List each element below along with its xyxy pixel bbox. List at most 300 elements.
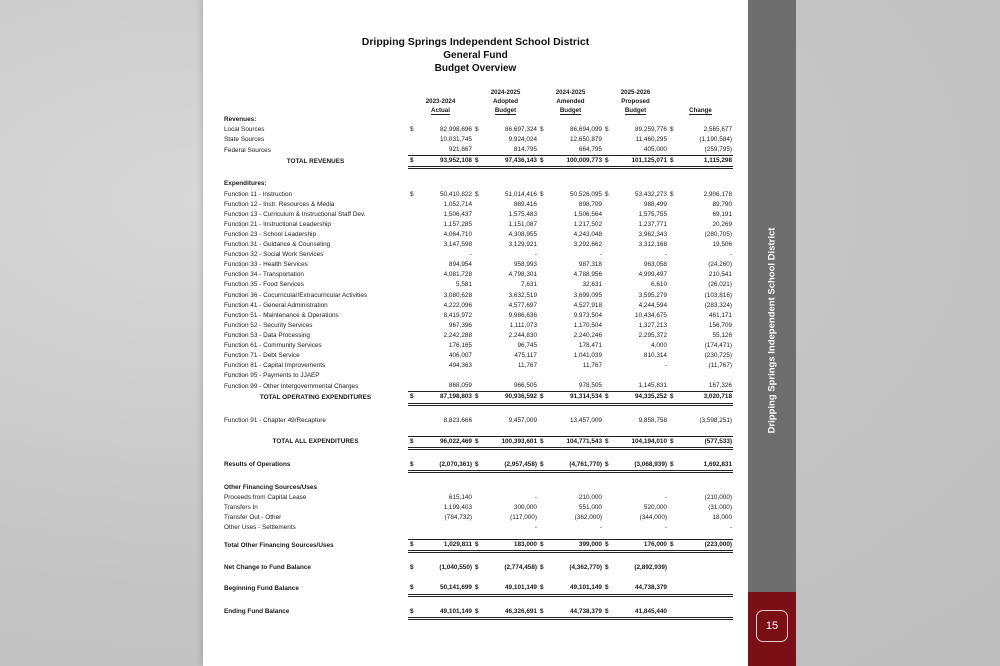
cell-value: $ (2,774,458) <box>473 563 538 573</box>
cell-value: $ 50,141,699 <box>408 583 473 595</box>
cell-value: $ 49,101,149 <box>473 583 538 595</box>
cell-value: 11,767 <box>517 362 537 370</box>
page-number: 15 <box>756 610 788 642</box>
table-row <box>223 321 733 331</box>
dollar-sign: $ <box>605 607 609 615</box>
cell-value: 55,126 <box>712 331 732 339</box>
row-label: Function 21 - Instructional Leadership <box>224 220 331 228</box>
cell-value: 978,505 <box>538 381 603 392</box>
table-row <box>223 503 733 513</box>
table-row <box>223 513 733 523</box>
district-title: Dripping Springs Independent School District <box>361 36 590 48</box>
cell-value: $ 49,101,149 <box>538 583 603 595</box>
cell-value: 4,308,955 <box>508 230 537 238</box>
cell-value: 4,788,956 <box>573 271 602 279</box>
cell-value: $ (1,040,550) <box>408 563 473 573</box>
cell-value: $ (223,000) <box>668 540 733 552</box>
cell-value: $ 1,692,831 <box>668 460 733 472</box>
cell-value: 11,767 <box>582 362 602 370</box>
row-label: Function 32 - Social Work Services <box>224 251 324 259</box>
cell-value: (117,000) <box>510 514 537 522</box>
row-label: Function 91 - Chapter 49/Recapture <box>224 416 326 424</box>
cell-value: 1,575,755 <box>638 210 667 218</box>
cell-value: 4,243,048 <box>573 230 602 238</box>
row-label: Function 52 - Security Services <box>224 321 313 329</box>
cell-value: $ (3,068,939) <box>603 460 668 472</box>
cell-value: 958,993 <box>513 261 537 269</box>
cell-value: $ 87,198,803 <box>408 392 473 404</box>
cell-value: 6,610 <box>651 281 667 289</box>
dollar-sign: $ <box>410 190 414 198</box>
column-header: Budget <box>494 107 517 114</box>
dollar-sign: $ <box>410 564 414 572</box>
dollar-sign: $ <box>475 541 479 549</box>
row-label: Ending Fund Balance <box>224 608 290 616</box>
cell-value: - <box>534 493 537 501</box>
row-label: Function 34 - Transportation <box>224 271 304 279</box>
cell-value: 2,242,288 <box>443 331 472 339</box>
cell-value: 461,171 <box>708 311 732 319</box>
cell-value: 987,318 <box>578 261 602 269</box>
cell-value: (344,000) <box>639 514 667 522</box>
recapture-row <box>223 416 733 426</box>
cell-value: 1,052,714 <box>443 200 472 208</box>
cell-value: (210,000) <box>704 493 732 501</box>
cell-value: (280,705) <box>704 230 732 238</box>
row-label: Other Uses - Settlements <box>224 524 296 532</box>
column-header: Proposed <box>621 98 650 105</box>
dollar-sign: $ <box>540 607 544 615</box>
dollar-sign: $ <box>605 126 609 134</box>
table-row <box>223 270 733 280</box>
cell-value: 1,041,039 <box>573 352 602 360</box>
cell-value: $ (2,892,939) <box>603 563 668 573</box>
row-label: TOTAL REVENUES <box>286 157 345 165</box>
cell-value: $ 96,022,469 <box>408 436 473 448</box>
sidebar-district-name: Dripping Springs Independent School District <box>766 227 778 433</box>
column-header: Actual <box>431 107 450 114</box>
cell-value: (26,021) <box>708 281 732 289</box>
cell-value: 475,117 <box>514 352 537 360</box>
total-operating-row <box>223 392 733 404</box>
cell-value: $ 51,014,416 <box>473 190 538 200</box>
cell-value: - <box>599 251 602 259</box>
row-label: Federal Sources <box>224 146 271 154</box>
cell-value: $ 97,436,143 <box>473 156 538 168</box>
net-change-row <box>223 563 733 573</box>
cell-value: (11,767) <box>708 362 732 370</box>
row-label: Beginning Fund Balance <box>224 585 299 593</box>
ending-balance-row <box>223 607 733 619</box>
cell-value: $ 100,009,773 <box>538 156 603 168</box>
cell-value: 11,460,295 <box>635 136 667 144</box>
cell-value: $ 41,845,440 <box>603 607 668 619</box>
cell-value: 20,269 <box>712 220 732 228</box>
cell-value: $ 86,697,324 <box>473 125 538 135</box>
cell-value: $ 50,410,822 <box>408 190 473 200</box>
dollar-sign: $ <box>540 393 544 401</box>
cell-value: 2,244,830 <box>508 331 537 339</box>
column-header: 2024-2025 <box>555 89 586 96</box>
table-row <box>223 125 733 135</box>
cell-value: 3,147,598 <box>443 241 472 249</box>
row-label: Results of Operations <box>224 461 291 469</box>
results-row <box>223 460 733 472</box>
row-label: Function 23 - School Leadership <box>224 230 317 238</box>
cell-value: 494,363 <box>448 362 472 370</box>
cell-value: 10,434,675 <box>635 311 667 319</box>
row-label: Function 95 - Payments to JJAEP <box>224 372 320 380</box>
cell-value: $ 44,738,379 <box>603 583 668 595</box>
row-label: Local Sources <box>224 126 265 134</box>
cell-value: 405,000 <box>603 145 668 156</box>
cell-value: 3,595,279 <box>638 291 667 299</box>
table-row <box>223 210 733 220</box>
row-label: Function 11 - Instruction <box>224 190 293 198</box>
table-row <box>223 190 733 200</box>
cell-value: - <box>599 524 602 532</box>
cell-value: 96,745 <box>517 341 537 349</box>
cell-value: 988,499 <box>643 200 667 208</box>
dollar-sign: $ <box>670 393 674 401</box>
cell-value: 89,790 <box>712 200 732 208</box>
cell-value: 9,858,758 <box>638 416 667 424</box>
dollar-sign: $ <box>605 460 609 468</box>
cell-value <box>668 607 733 619</box>
cell-value: (103,816) <box>704 291 732 299</box>
dollar-sign: $ <box>475 393 479 401</box>
cell-value: 889,416 <box>513 200 537 208</box>
row-label: Total Other Financing Sources/Uses <box>224 541 334 549</box>
cell-value: 3,292,662 <box>573 241 602 249</box>
row-label: Function 33 - Health Services <box>224 261 308 269</box>
cell-value: 4,000 <box>651 341 667 349</box>
dollar-sign: $ <box>410 126 414 134</box>
cell-value: - <box>664 251 667 259</box>
cell-value: 2,295,372 <box>638 331 667 339</box>
cell-value: $ 93,952,108 <box>408 156 473 168</box>
row-label: Function 12 - Instr. Resources & Media <box>224 200 335 208</box>
cell-value: (3,598,251) <box>699 416 732 424</box>
cell-value: $ 90,936,592 <box>473 392 538 404</box>
cell-value: 156,709 <box>708 321 732 329</box>
total-revenues-row <box>223 156 733 168</box>
dollar-sign: $ <box>670 190 674 198</box>
cell-value: 1,217,502 <box>573 220 602 228</box>
dollar-sign: $ <box>670 157 674 165</box>
cell-value <box>668 583 733 595</box>
cell-value: 178,471 <box>578 341 602 349</box>
dollar-sign: $ <box>475 460 479 468</box>
column-header: 2024-2025 <box>490 89 521 96</box>
dollar-sign: $ <box>540 541 544 549</box>
table-row <box>223 145 733 156</box>
table-row <box>223 341 733 351</box>
dollar-sign: $ <box>540 190 544 198</box>
dollar-sign: $ <box>540 157 544 165</box>
table-row <box>223 135 733 145</box>
cell-value: 18,000 <box>712 514 732 522</box>
cell-value: 967,396 <box>448 321 472 329</box>
table-row <box>223 361 733 371</box>
cell-value: (31,000) <box>708 504 732 511</box>
dollar-sign: $ <box>670 126 674 134</box>
dollar-sign: $ <box>475 584 479 592</box>
cell-value: - <box>534 251 537 259</box>
cell-value: (230,725) <box>704 352 732 360</box>
cell-value: 1,506,437 <box>443 210 472 218</box>
cell-value: 664,795 <box>538 145 603 156</box>
table-row <box>223 200 733 210</box>
cell-value: 3,080,628 <box>443 291 472 299</box>
dollar-sign: $ <box>540 437 544 445</box>
dollar-sign: $ <box>410 393 414 401</box>
column-header <box>668 88 733 97</box>
cell-value: 4,577,697 <box>508 301 537 309</box>
dollar-sign: $ <box>475 564 479 572</box>
cell-value: 8,823,666 <box>443 416 472 424</box>
cell-value: $ 100,393,601 <box>473 436 538 448</box>
dollar-sign: $ <box>475 190 479 198</box>
column-header: Adopted <box>492 98 519 105</box>
page-number-box <box>748 592 796 666</box>
beginning-balance-row <box>223 583 733 595</box>
dollar-sign: $ <box>410 437 414 445</box>
cell-value: $ (4,362,770) <box>538 563 603 573</box>
column-header: Change <box>689 107 712 114</box>
column-header: Budget <box>559 107 582 114</box>
table-row <box>223 240 733 250</box>
cell-value: $ 104,194,010 <box>603 436 668 448</box>
dollar-sign: $ <box>670 460 674 468</box>
dollar-sign: $ <box>605 157 609 165</box>
cell-value: $ 91,314,534 <box>538 392 603 404</box>
row-label: Net Change to Fund Balance <box>224 564 311 572</box>
table-row <box>223 260 733 270</box>
cell-value: 406,007 <box>448 352 472 360</box>
cell-value: 2,240,246 <box>573 331 602 339</box>
cell-value <box>668 371 733 381</box>
table-row <box>223 351 733 361</box>
table-row <box>223 331 733 341</box>
cell-value: 9,457,009 <box>508 416 537 424</box>
expenditures-heading: Expenditures: <box>224 180 267 188</box>
dollar-sign: $ <box>475 126 479 134</box>
table-row <box>223 301 733 311</box>
cell-value: 12,650,879 <box>570 136 602 144</box>
cell-value: 10,031,745 <box>440 136 472 144</box>
table-row <box>223 381 733 392</box>
dollar-sign: $ <box>410 157 414 165</box>
cell-value: 4,064,710 <box>443 230 472 238</box>
row-label: Function 61 - Community Services <box>224 341 322 349</box>
cell-value: $ 94,335,252 <box>603 392 668 404</box>
cell-value <box>538 371 603 381</box>
cell-value: 4,244,594 <box>638 301 667 309</box>
cell-value: $ (4,761,770) <box>538 460 603 472</box>
column-header: 2023-2024 <box>425 98 456 105</box>
row-label: Function 71 - Debt Service <box>224 352 300 360</box>
report-title-block <box>203 36 748 75</box>
cell-value: 1,170,504 <box>573 321 602 329</box>
cell-value: 810,314 <box>643 352 667 360</box>
cell-value: 300,000 <box>513 504 537 511</box>
revenues-heading: Revenues: <box>224 116 257 123</box>
column-header <box>408 88 473 97</box>
table-row <box>223 493 733 503</box>
dollar-sign: $ <box>605 584 609 592</box>
cell-value: 4,999,497 <box>638 271 667 279</box>
cell-value: 3,312,168 <box>638 241 667 249</box>
column-header: Budget <box>624 107 647 114</box>
dollar-sign: $ <box>540 126 544 134</box>
cell-value: $ 50,526,095 <box>538 190 603 200</box>
row-label: Function 53 - Data Processing <box>224 331 310 339</box>
column-header: Amended <box>556 98 585 105</box>
cell-value: 19,506 <box>712 241 732 249</box>
dollar-sign: $ <box>605 437 609 445</box>
other-financing-heading: Other Financing Sources/Uses <box>224 483 318 491</box>
cell-value: 9,973,504 <box>573 311 602 319</box>
row-label: Function 31 - Guidance & Counseling <box>224 241 331 249</box>
cell-value: $ 82,998,696 <box>408 125 473 135</box>
row-label: Function 99 - Other Intergovernmental Charges <box>224 382 359 390</box>
cell-value: 4,081,728 <box>443 271 472 279</box>
cell-value: 1,145,831 <box>603 381 668 392</box>
row-label: State Sources <box>224 136 265 144</box>
dollar-sign: $ <box>540 584 544 592</box>
cell-value: 210,000 <box>578 493 602 501</box>
cell-value: 520,000 <box>643 504 667 511</box>
cell-value: 167,326 <box>668 381 733 392</box>
budget-table <box>223 88 733 620</box>
cell-value: $ (2,957,458) <box>473 460 538 472</box>
table-row <box>223 523 733 533</box>
cell-value: - <box>469 251 472 259</box>
cell-value: (24,260) <box>708 261 732 269</box>
cell-value: - <box>664 362 667 370</box>
cell-value: 898,709 <box>578 200 602 208</box>
cell-value: (283,324) <box>704 301 732 309</box>
cell-value: $ 46,326,691 <box>473 607 538 619</box>
cell-value: - <box>729 251 732 259</box>
dollar-sign: $ <box>410 460 414 468</box>
cell-value: (362,000) <box>574 514 602 522</box>
column-header: 2025-2026 <box>620 89 651 96</box>
cell-value: 966,505 <box>473 381 538 392</box>
row-label: Function 81 - Capital Improvements <box>224 362 326 370</box>
row-label: Transfer Out - Other <box>224 514 282 522</box>
cell-value: $ (2,070,361) <box>408 460 473 472</box>
cell-value <box>408 371 473 381</box>
cell-value: 1,506,564 <box>573 210 602 218</box>
row-label: Function 36 - Cocurricular/Extracurricular Activities <box>224 291 368 299</box>
cell-value: $ (577,533) <box>668 436 733 448</box>
row-label: TOTAL ALL EXPENDITURES <box>272 438 359 446</box>
cell-value <box>473 371 538 381</box>
cell-value: 1,151,087 <box>508 220 537 228</box>
dollar-sign: $ <box>670 437 674 445</box>
row-label: Transfers In <box>224 504 258 511</box>
total-other-row <box>223 540 733 552</box>
cell-value: $ 49,101,149 <box>408 607 473 619</box>
column-header <box>668 97 733 106</box>
total-all-row <box>223 436 733 448</box>
cell-value: (259,795) <box>668 145 733 156</box>
cell-value: 3,962,343 <box>638 230 667 238</box>
cell-value: 4,527,918 <box>573 301 602 309</box>
cell-value: $ 399,000 <box>538 540 603 552</box>
cell-value <box>603 371 668 381</box>
cell-value: 69,191 <box>712 210 732 218</box>
cell-value: 3,632,519 <box>508 291 537 299</box>
cell-value: $ 89,259,776 <box>603 125 668 135</box>
cell-value: 210,541 <box>708 271 732 279</box>
header-row <box>223 88 733 97</box>
cell-value: - <box>534 524 537 532</box>
cell-value: 1,157,285 <box>443 220 472 228</box>
document-page <box>203 0 748 666</box>
dollar-sign: $ <box>605 190 609 198</box>
dollar-sign: $ <box>605 564 609 572</box>
cell-value: 1,237,771 <box>638 220 667 228</box>
cell-value: $ 1,115,298 <box>668 156 733 168</box>
header-row <box>223 97 733 106</box>
table-row <box>223 230 733 240</box>
cell-value: $ 183,000 <box>473 540 538 552</box>
cell-value: 615,140 <box>448 493 472 501</box>
table-row <box>223 280 733 290</box>
cell-value: 7,631 <box>521 281 537 289</box>
cell-value: (174,471) <box>704 341 732 349</box>
cell-value: 1,111,073 <box>509 321 537 329</box>
cell-value: $ 44,738,379 <box>538 607 603 619</box>
cell-value: $ 176,000 <box>603 540 668 552</box>
cell-value: 1,575,483 <box>508 210 537 218</box>
dollar-sign: $ <box>540 564 544 572</box>
cell-value: - <box>729 524 732 532</box>
cell-value: 5,581 <box>456 281 472 289</box>
dollar-sign: $ <box>410 541 414 549</box>
cell-value: (1,190,584) <box>699 136 732 144</box>
cell-value: - <box>664 524 667 532</box>
cell-value: 9,924,024 <box>508 136 537 144</box>
cell-value: 176,165 <box>448 341 472 349</box>
cell-value: 894,954 <box>448 261 472 269</box>
cell-value: $ 86,694,099 <box>538 125 603 135</box>
cell-value: 9,986,636 <box>508 311 537 319</box>
cell-value: 963,058 <box>643 261 667 269</box>
cell-value: 32,631 <box>582 281 602 289</box>
cell-value: $ 1,029,811 <box>408 540 473 552</box>
cell-value <box>668 563 733 573</box>
dollar-sign: $ <box>540 460 544 468</box>
cell-value: $ 2,565,677 <box>668 125 733 135</box>
cell-value: $ 101,125,071 <box>603 156 668 168</box>
cell-value: $ 3,020,718 <box>668 392 733 404</box>
dollar-sign: $ <box>670 541 674 549</box>
dollar-sign: $ <box>605 393 609 401</box>
dollar-sign: $ <box>605 541 609 549</box>
cell-value: (784,732) <box>444 514 472 522</box>
cell-value: 1,327,213 <box>638 321 667 329</box>
cell-value: - <box>664 493 667 501</box>
cell-value: 868,059 <box>408 381 473 392</box>
cell-value: 1,199,403 <box>443 504 472 511</box>
cell-value: 814,795 <box>473 145 538 156</box>
cell-value: 13,457,009 <box>570 416 602 424</box>
cell-value <box>408 523 473 533</box>
